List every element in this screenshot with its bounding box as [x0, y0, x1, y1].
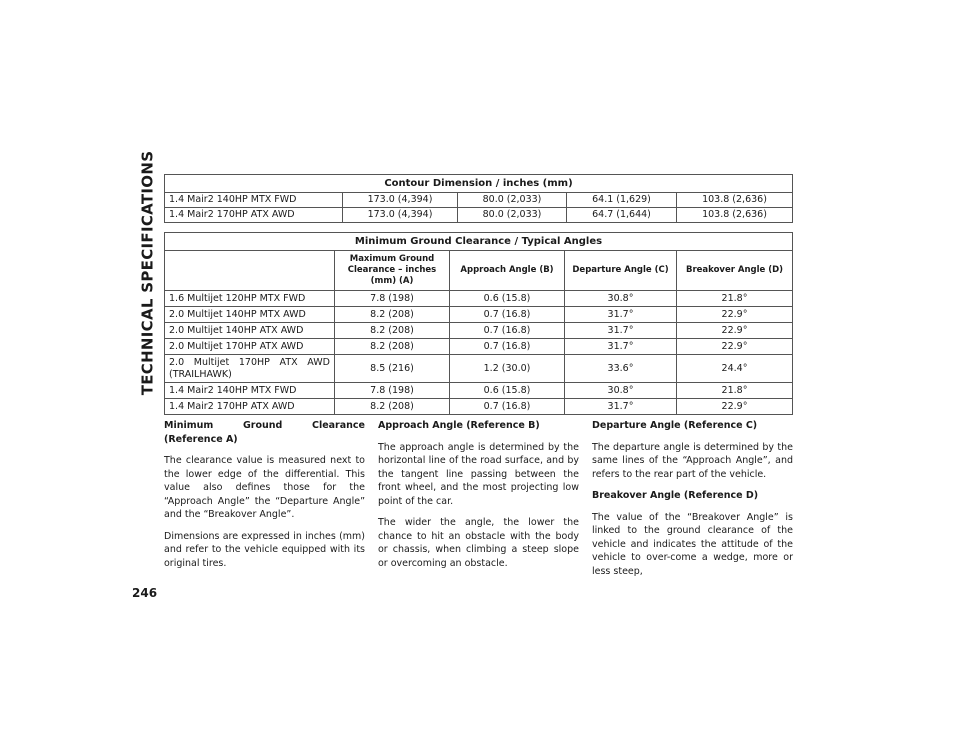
column-header: Maximum Ground Clearance – inches (mm) (A) [335, 251, 450, 291]
table-cell: 0.7 (16.8) [450, 399, 565, 415]
section-heading: Breakover Angle (Reference D) [592, 490, 759, 501]
table-cell: 21.8° [677, 291, 793, 307]
section-side-title [132, 150, 162, 395]
table-cell: 1.4 Mair2 170HP ATX AWD [165, 399, 335, 415]
table-cell: 173.0 (4,394) [343, 193, 458, 208]
page-number: 246 [132, 586, 158, 600]
table-cell: 103.8 (2,636) [677, 193, 793, 208]
table-row [165, 339, 793, 355]
section-heading: Departure Angle (Reference C) [592, 420, 758, 431]
table-cell: 8.2 (208) [335, 307, 450, 323]
text-column-departure-breakover [592, 419, 793, 586]
table-cell: 103.8 (2,636) [677, 208, 793, 223]
table-cell: 0.7 (16.8) [450, 323, 565, 339]
clearance-table-title: Minimum Ground Clearance / Typical Angles [165, 233, 793, 251]
table-cell: 31.7° [565, 323, 677, 339]
text-column-approach-angle [378, 419, 579, 578]
section-heading: Minimum Ground Clearance (Reference A) [164, 420, 365, 445]
table-row [165, 208, 793, 223]
column-header: Breakover Angle (D) [677, 251, 793, 291]
table-cell: 22.9° [677, 323, 793, 339]
table-cell: 24.4° [677, 355, 793, 383]
body-paragraph: The departure angle is determined by the same lines of the “Approach Angle”, and refers to the rear part of the vehicle. [592, 441, 793, 480]
table-cell: 1.6 Multijet 120HP MTX FWD [165, 291, 335, 307]
contour-dimension-table [164, 174, 793, 223]
table-title-row [165, 175, 793, 193]
table-row [165, 383, 793, 399]
table-cell: 64.1 (1,629) [567, 193, 677, 208]
table-cell: 22.9° [677, 339, 793, 355]
column-header: Departure Angle (C) [565, 251, 677, 291]
table-cell: 30.8° [565, 291, 677, 307]
table-cell: 7.8 (198) [335, 383, 450, 399]
table-header-row [165, 251, 793, 291]
column-header [165, 251, 335, 291]
table-cell: 2.0 Multijet 170HP ATX AWD [165, 339, 335, 355]
table-cell: 22.9° [677, 307, 793, 323]
section-side-title-text: TECHNICAL SPECIFICATIONS [138, 150, 157, 395]
contour-table-title: Contour Dimension / inches (mm) [165, 175, 793, 193]
table-cell: 0.6 (15.8) [450, 383, 565, 399]
table-cell: 22.9° [677, 399, 793, 415]
table-cell: 173.0 (4,394) [343, 208, 458, 223]
table-cell: 2.0 Multijet 140HP ATX AWD [165, 323, 335, 339]
table-cell: 8.2 (208) [335, 399, 450, 415]
table-cell: 33.6° [565, 355, 677, 383]
body-paragraph: The wider the angle, the lower the chance to hit an obstacle with the body or chassis, when climbing a steep slope or overcoming an obstacle. [378, 517, 579, 569]
table-cell: 31.7° [565, 399, 677, 415]
table-cell: 80.0 (2,033) [458, 208, 567, 223]
table-row [165, 399, 793, 415]
table-cell: 7.8 (198) [335, 291, 450, 307]
body-paragraph: The value of the “Breakover Angle” is linked to the ground clearance of the vehicle and indicates the attitude of the vehicle to over-come a wedge, more or less steep, [592, 511, 793, 577]
table-row [165, 291, 793, 307]
body-paragraph: The approach angle is determined by the horizontal line of the road surface, and by the tangent line passing between the front wheel, and the most projecting low point of the car. [378, 441, 579, 507]
table-cell: 0.7 (16.8) [450, 307, 565, 323]
table-cell: 0.6 (15.8) [450, 291, 565, 307]
section-heading: Approach Angle (Reference B) [378, 420, 540, 431]
table-cell: 31.7° [565, 307, 677, 323]
table-title-row [165, 233, 793, 251]
column-header: Approach Angle (B) [450, 251, 565, 291]
table-cell: 31.7° [565, 339, 677, 355]
table-row [165, 307, 793, 323]
table-cell: 2.0 Multijet 140HP MTX AWD [165, 307, 335, 323]
ground-clearance-table [164, 232, 793, 415]
body-paragraph: Dimensions are expressed in inches (mm) and refer to the vehicle equipped with its original tires. [164, 530, 365, 569]
table-cell: 21.8° [677, 383, 793, 399]
table-cell: 30.8° [565, 383, 677, 399]
table-cell: 8.2 (208) [335, 323, 450, 339]
table-cell: 80.0 (2,033) [458, 193, 567, 208]
table-cell: 1.4 Mair2 140HP MTX FWD [165, 193, 343, 208]
table-row [165, 323, 793, 339]
body-paragraph: The clearance value is measured next to the lower edge of the differential. This value also defines those for the “Approach Angle” the “Departure Angle” and the “Breakover Angle”. [164, 455, 365, 520]
table-cell: 1.4 Mair2 140HP MTX FWD [165, 383, 335, 399]
table-cell: 1.4 Mair2 170HP ATX AWD [165, 208, 343, 223]
text-column-ground-clearance [164, 419, 365, 578]
table-cell: 8.2 (208) [335, 339, 450, 355]
table-row [165, 193, 793, 208]
table-cell: 2.0 Multijet 170HP ATX AWD (TRAILHAWK) [165, 355, 335, 383]
table-cell: 1.2 (30.0) [450, 355, 565, 383]
table-cell: 0.7 (16.8) [450, 339, 565, 355]
table-row [165, 355, 793, 383]
table-cell: 8.5 (216) [335, 355, 450, 383]
table-cell: 64.7 (1,644) [567, 208, 677, 223]
